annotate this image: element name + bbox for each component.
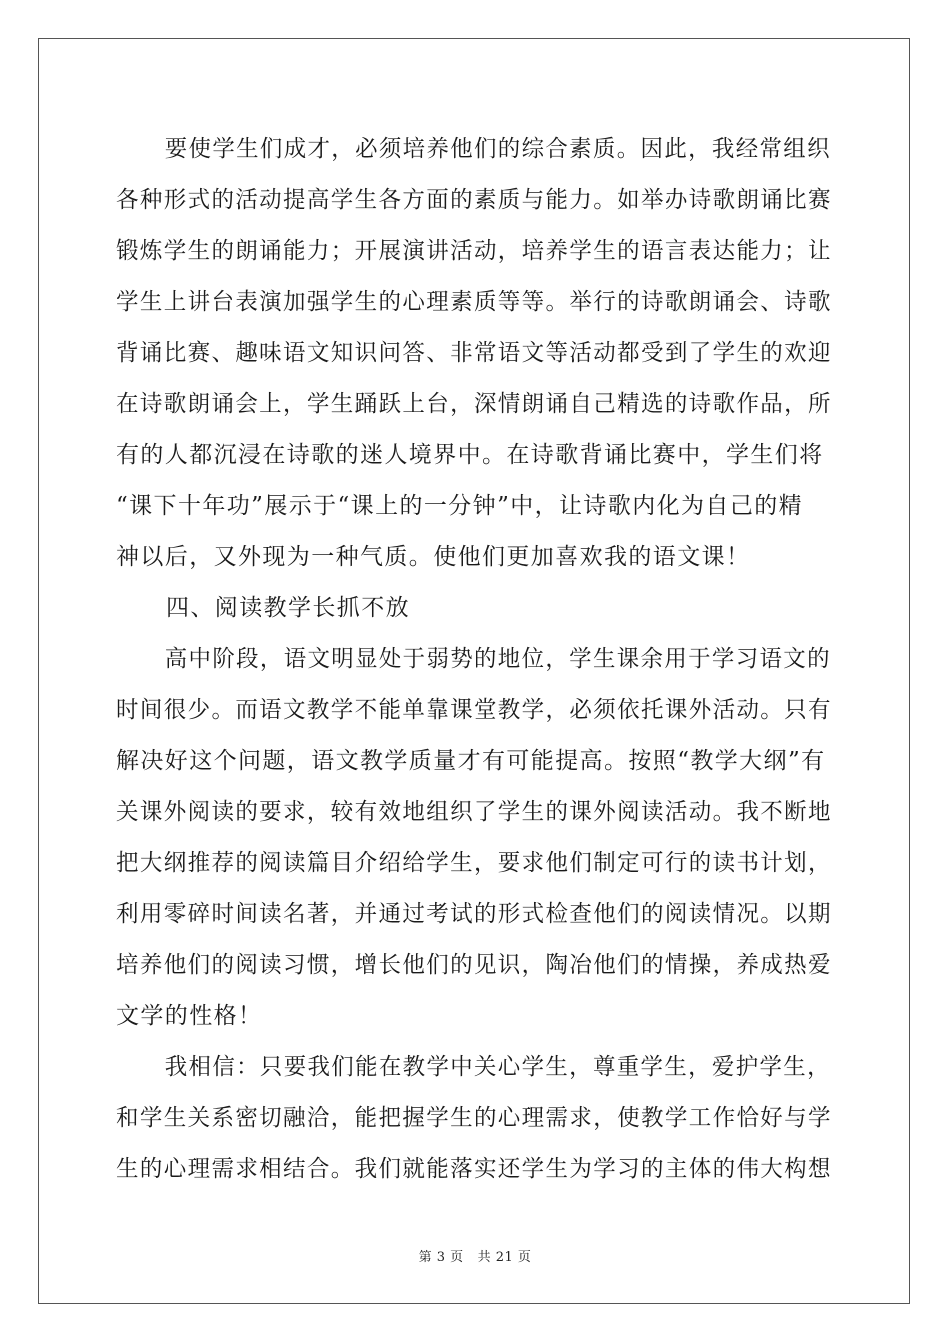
text-line: 高中阶段，语文明显处于弱势的地位，学生课余用于学习语文的 <box>164 646 831 672</box>
text-line: 要使学生们成才，必须培养他们的综合素质。因此，我经常组织 <box>164 136 831 162</box>
text-line: 和学生关系密切融洽，能把握学生的心理需求，使教学工作恰好与学 <box>116 1105 832 1131</box>
page-footer <box>0 1246 950 1265</box>
text-line: 锻炼学生的朗诵能力；开展演讲活动，培养学生的语言表达能力；让 <box>116 238 832 264</box>
text-line: 生的心理需求相结合。我们就能落实还学生为学习的主体的伟大构想 <box>116 1156 832 1182</box>
text-line: 有的人都沉浸在诗歌的迷人境界中。在诗歌背诵比赛中，学生们将 <box>116 442 824 468</box>
text-line: 背诵比赛、趣味语文知识问答、非常语文等活动都受到了学生的欢迎 <box>116 340 832 366</box>
paragraph-1 <box>116 124 832 583</box>
text-line: 培养他们的阅读习惯，增长他们的见识，陶冶他们的情操，养成热爱 <box>116 952 832 978</box>
heading-line: 四、阅读教学长抓不放 <box>166 595 410 621</box>
text-line: 神以后，又外现为一种气质。使他们更加喜欢我的语文课！ <box>116 544 751 570</box>
paragraph-3 <box>116 634 832 1042</box>
text-line: 关课外阅读的要求，较有效地组织了学生的课外阅读活动。我不断地 <box>116 799 832 825</box>
text-line: 时间很少。而语文教学不能单靠课堂教学，必须依托课外活动。只有 <box>116 697 832 723</box>
section-heading <box>116 583 832 634</box>
text-line: 利用零碎时间读名著，并通过考试的形式检查他们的阅读情况。以期 <box>116 901 832 927</box>
text-line: “课下十年功”展示于“课上的一分钟”中，让诗歌内化为自己的精 <box>116 493 804 519</box>
text-line: 在诗歌朗诵会上，学生踊跃上台，深情朗诵自己精选的诗歌作品，所 <box>116 391 832 417</box>
paragraph-4 <box>116 1042 832 1195</box>
text-line: 各种形式的活动提高学生各方面的素质与能力。如举办诗歌朗诵比赛 <box>116 187 832 213</box>
page-number: 第 3 页 <box>418 1250 464 1265</box>
text-line: 我相信：只要我们能在教学中关心学生，尊重学生，爱护学生， <box>164 1054 831 1080</box>
text-line: 把大纲推荐的阅读篇目介绍给学生，要求他们制定可行的读书计划， <box>116 850 832 876</box>
text-line: 学生上讲台表演加强学生的心理素质等等。举行的诗歌朗诵会、诗歌 <box>116 289 832 315</box>
text-line: 文学的性格！ <box>116 1003 263 1029</box>
text-line: 解决好这个问题，语文教学质量才有可能提高。按照“教学大纲”有 <box>116 748 826 774</box>
page-total: 共 21 页 <box>477 1250 532 1265</box>
document-body <box>116 124 832 1195</box>
